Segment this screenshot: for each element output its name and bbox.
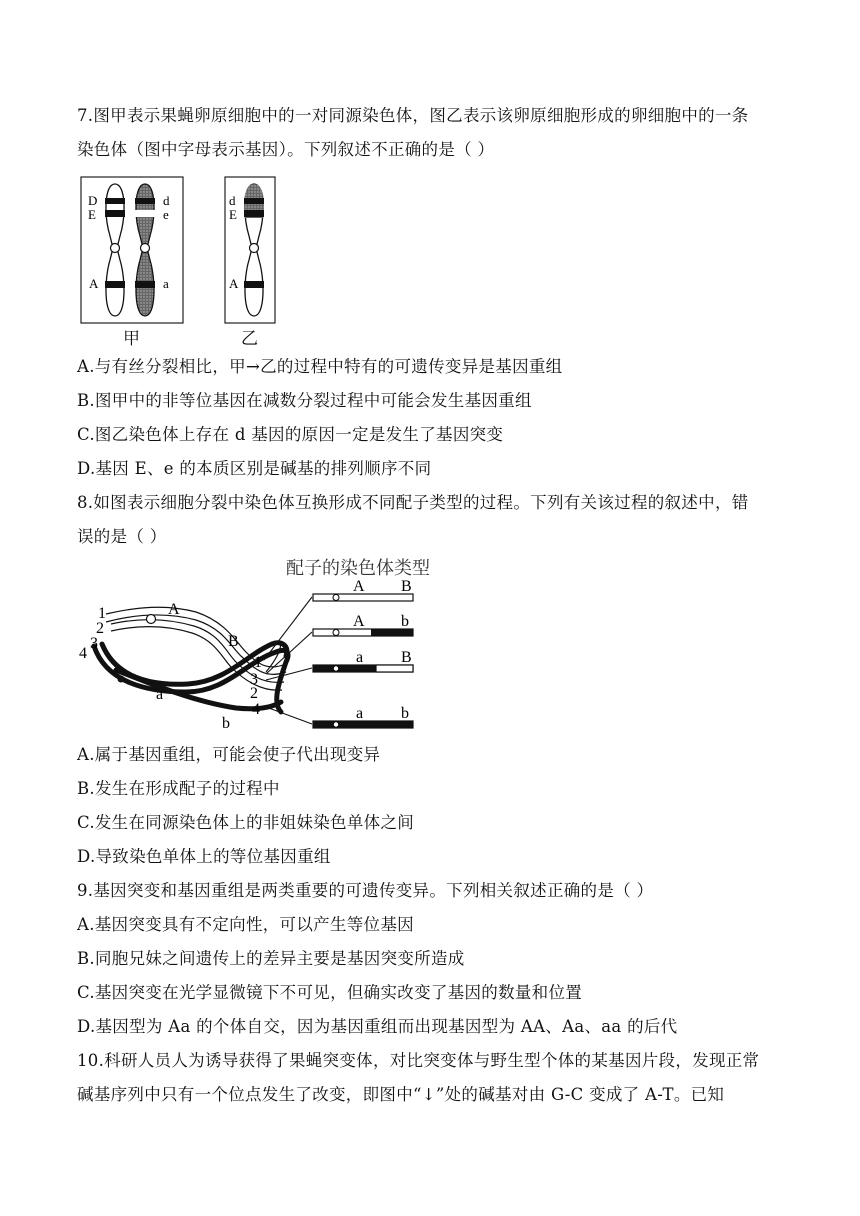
gene-label: b <box>222 715 230 732</box>
q9-stem: 9.基因突变和基因重组是两类重要的可遗传变异。下列相关叙述正确的是（ ） <box>77 881 654 900</box>
gamete-types-title: 配子的染色体类型 <box>286 558 430 578</box>
gamete-gene: b <box>401 613 409 630</box>
chromosome-left <box>105 184 125 316</box>
figure-crossing-over <box>76 552 456 738</box>
q8-option-a: A.属于基因重组，可能会使子代出现变异 <box>77 745 381 764</box>
strand-number: 4 <box>79 645 87 662</box>
crossing-over-diagram <box>76 552 456 738</box>
q8-option-c: C.发生在同源染色体上的非姐妹染色单体之间 <box>77 813 415 832</box>
q9-option-d: D.基因型为 Aa 的个体自交，因为基因重组而出现基因型为 AA、Aa、aa 的后代 <box>77 1017 678 1036</box>
centromere-black <box>118 676 125 683</box>
strand-number: 3 <box>90 635 98 652</box>
q9-option-a: A.基因突变具有不定向性，可以产生等位基因 <box>77 915 414 934</box>
q9-option-c: C.基因突变在光学显微镜下不可见，但确实改变了基因的数量和位置 <box>77 983 583 1002</box>
gamete-gene: B <box>401 649 412 666</box>
q10-stem-line1: 10.科研人员人为诱导获得了果蝇突变体，对比突变体与野生型个体的某基因片段，发现正常 <box>77 1051 760 1070</box>
q9-option-b: B.同胞兄妹之间遗传上的差异主要是基因突变所造成 <box>77 949 465 968</box>
figure-yi <box>224 176 276 326</box>
q7-option-b: B.图甲中的非等位基因在减数分裂过程中可能会发生基因重组 <box>77 391 532 410</box>
gamete-1 <box>313 594 413 601</box>
q7-option-c: C.图乙染色体上存在 d 基因的原因一定是发生了基因突变 <box>77 425 504 444</box>
gamete-4 <box>313 721 413 728</box>
gene-label: d <box>163 193 170 208</box>
gene-label: A <box>168 601 180 618</box>
gamete-gene: B <box>401 578 412 595</box>
chromosome-pair-diagram <box>80 176 184 326</box>
gene-label: B <box>228 633 239 650</box>
gene-label: a <box>163 276 169 291</box>
figure-jia <box>80 176 184 326</box>
strand-number: 1 <box>254 654 262 671</box>
gamete-gene: A <box>353 613 365 630</box>
strand-number: 3 <box>250 671 258 688</box>
gene-label: E <box>229 207 237 222</box>
strand-number: 4 <box>252 701 260 718</box>
gene-label: A <box>89 276 99 291</box>
q7-option-d: D.基因 E、e 的本质区别是碱基的排列顺序不同 <box>77 459 432 478</box>
gene-label: e <box>163 207 169 222</box>
gene-label: E <box>88 207 96 222</box>
q8-option-b: B.发生在形成配子的过程中 <box>77 779 280 798</box>
q7-option-a: A.与有丝分裂相比，甲→乙的过程中特有的可遗传变异是基因重组 <box>77 357 563 376</box>
gene-label: d <box>229 193 236 208</box>
gene-label: A <box>229 276 239 291</box>
gene-label: D <box>88 193 98 208</box>
gamete-gene: a <box>356 649 364 666</box>
q8-option-d: D.导致染色单体上的等位基因重组 <box>77 847 331 866</box>
q10-stem-line2: 碱基序列中只有一个位点发生了改变，即图中“↓”处的碱基对由 G-C 变成了 A-T。已知 <box>77 1085 725 1104</box>
gamete-gene: b <box>401 705 409 722</box>
figure-jia-label: 甲 <box>123 329 140 349</box>
strand-number: 2 <box>96 620 104 637</box>
q7-stem-line2: 染色体（图中字母表示基因）。下列叙述不正确的是（ ） <box>77 140 495 159</box>
gamete-gene: A <box>353 578 365 595</box>
centromere-white <box>147 615 156 624</box>
figure-yi-label: 乙 <box>241 329 258 349</box>
gene-label: a <box>156 686 164 703</box>
gamete-3 <box>313 665 413 672</box>
q8-stem-line1: 8.如图表示细胞分裂中染色体互换形成不同配子类型的过程。下列有关该过程的叙述中，错 <box>77 493 749 512</box>
chromosome-right <box>135 184 155 316</box>
gamete-2 <box>313 629 413 636</box>
q7-stem-line1: 7.图甲表示果蝇卵原细胞中的一对同源染色体，图乙表示该卵原细胞形成的卵细胞中的一条 <box>77 106 749 125</box>
strand-number: 2 <box>250 685 258 702</box>
q8-stem-line2: 误的是（ ） <box>77 527 167 546</box>
single-chromosome-diagram <box>224 176 276 326</box>
strand-number: 1 <box>98 605 106 622</box>
gamete-gene: a <box>356 705 364 722</box>
